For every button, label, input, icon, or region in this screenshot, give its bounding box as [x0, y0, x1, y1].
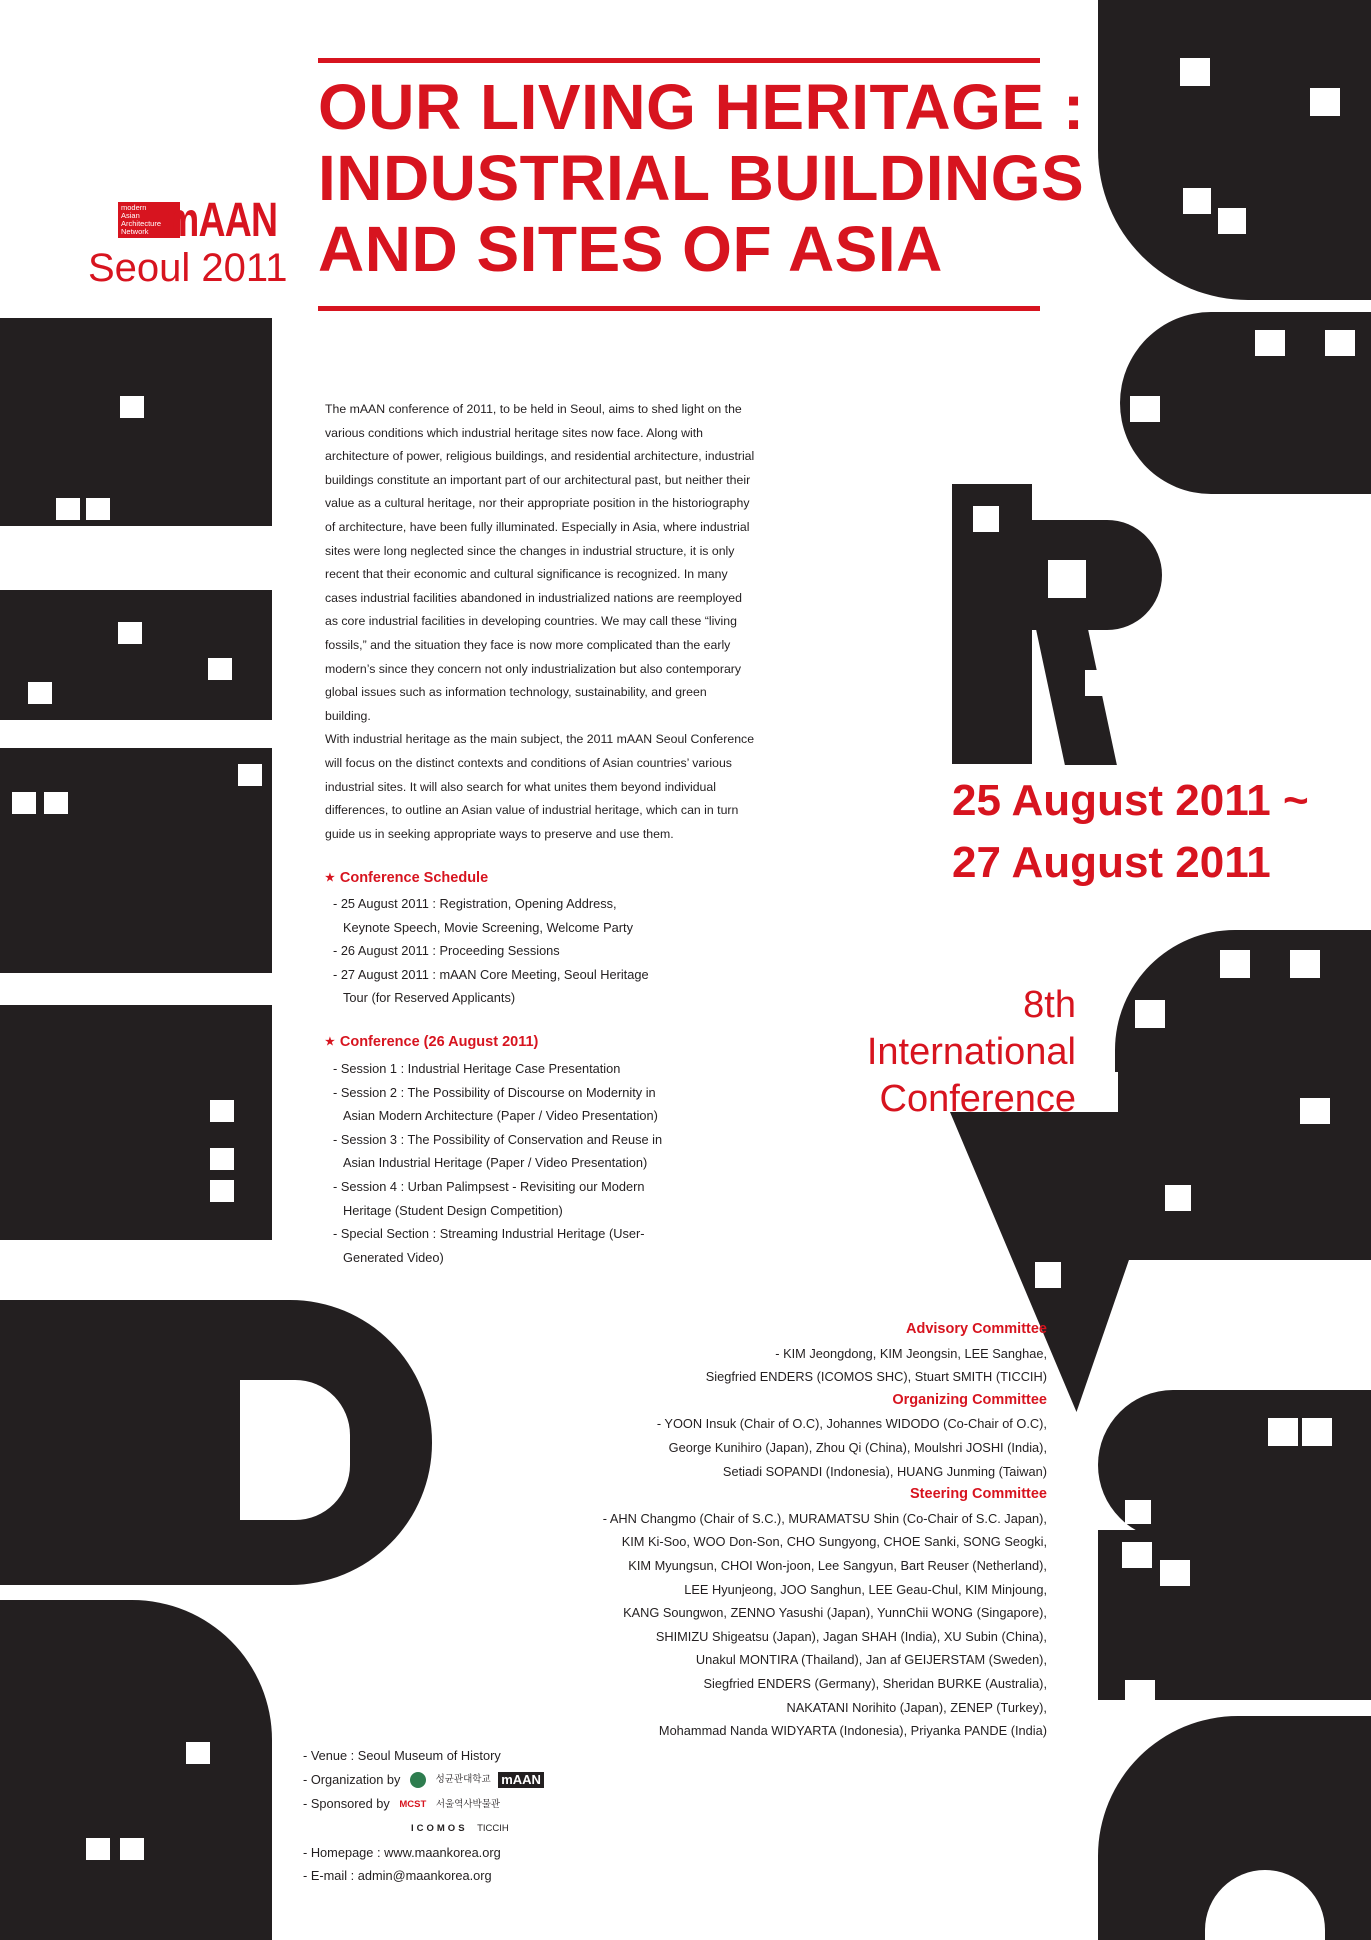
committee-line: LEE Hyunjeong, JOO Sanghun, LEE Geau-Chul, KIM Minjoung, — [684, 1581, 1047, 1597]
intro-paragraph-2: With industrial heritage as the main subject, the 2011 mAAN Seoul Conference will focus on the distinct contexts and conditions of Asian countries’ various industrial sites. It will also search for what unites them beyond individual differences, to outline an Asian value of industrial heritage, which can in turn guide us in seeking appropriate ways to preserve and use them. — [325, 732, 755, 841]
committee-line: NAKATANI Norihito (Japan), ZENEP (Turkey), — [786, 1699, 1047, 1715]
footer-info — [303, 1744, 723, 1888]
star-icon: ★ — [325, 872, 335, 884]
title-line-3: AND SITES OF ASIA — [318, 213, 943, 285]
maan-logo-small-text: modern Asian Architecture Network — [118, 202, 180, 238]
letter-i-left — [0, 1005, 272, 1240]
committee-line: Mohammad Nanda WIDYARTA (Indonesia), Priyanka PANDE (India) — [658, 1723, 1047, 1739]
organizing-title: Organizing Committee — [892, 1391, 1047, 1408]
committee-line: SHIMIZU Shigeatsu (Japan), Jagan SHAH (India), XU Subin (China), — [655, 1628, 1047, 1644]
committee-line: - AHN Changmo (Chair of S.C.), MURAMATSU Shin (Co-Chair of S.C. Japan), — [602, 1510, 1047, 1526]
title-line-2: INDUSTRIAL BUILDINGS — [318, 142, 1085, 214]
letter-i-right — [1118, 1060, 1371, 1260]
list-item: - 27 August 2011 : mAAN Core Meeting, Seoul Heritage Tour (for Reserved Applicants) — [333, 966, 649, 1006]
title-rule-bottom — [318, 306, 1040, 311]
committee-line: George Kunihiro (Japan), Zhou Qi (China), Moulshri JOSHI (India), — [668, 1439, 1047, 1455]
list-item: - Session 1 : Industrial Heritage Case Presentation — [333, 1061, 621, 1076]
list-item: - 25 August 2011 : Registration, Opening Address, Keynote Speech, Movie Screening, Welcome Party — [333, 896, 633, 935]
sponsor-icomos: ICOMOS — [411, 1823, 468, 1835]
edition-label: Seoul 2011 — [88, 246, 288, 290]
maan-mini-logo: mAAN — [498, 1772, 544, 1788]
committee-line: - YOON Insuk (Chair of O.C), Johannes WIDODO (Co-Chair of O.C), — [656, 1416, 1047, 1432]
conference-title: ★ Conference (26 August 2011) — [325, 1034, 539, 1050]
sponsor-seoul-museum: 서울역사박물관 — [435, 1798, 501, 1810]
letter-h — [0, 318, 272, 526]
list-item: - Session 4 : Urban Palimpsest - Revisiting our Modern Heritage (Student Design Competition) — [333, 1178, 645, 1218]
committee-line: KIM Ki-Soo, WOO Don-Son, CHO Sungyong, CHOE Sanki, SONG Seogki, — [621, 1534, 1047, 1550]
advisory-title: Advisory Committee — [905, 1321, 1047, 1337]
date-line-1: 25 August 2011 ~ — [952, 776, 1309, 825]
email-link[interactable]: - E-mail : admin@maankorea.org — [303, 1868, 492, 1884]
date-line-2: 27 August 2011 — [952, 838, 1271, 887]
letter-a — [0, 1300, 432, 1585]
poster-title — [318, 71, 1085, 285]
intro-text — [325, 398, 755, 846]
committee-line: Siegfried ENDERS (Germany), Sheridan BURKE (Australia), — [703, 1675, 1047, 1691]
list-item: - 26 August 2011 : Proceeding Sessions — [333, 943, 560, 959]
university-seal-icon — [410, 1772, 426, 1788]
university-name: 성균관대학교 — [435, 1774, 491, 1786]
committee-line: KANG Soungwon, ZENNO Yasushi (Japan), YunnChii WONG (Singapore), — [623, 1605, 1047, 1621]
list-item: - Session 3 : The Possibility of Conservation and Reuse in Asian Industrial Heritage (Paper / Video Presentation) — [333, 1131, 663, 1171]
committee-line: KIM Myungsun, CHOI Won-joon, Lee Sangyun, Bart Reuser (Netherland), — [628, 1557, 1047, 1573]
schedule-title: ★ Conference Schedule — [325, 870, 489, 886]
letter-g-left — [0, 1600, 272, 1940]
sponsored-row: - Sponsored by MCST 서울역사박물관 — [303, 1792, 723, 1816]
committee-list — [587, 1318, 1047, 1743]
organization-row: - Organization by 성균관대학교 mAAN — [303, 1768, 723, 1792]
conference-dates — [952, 770, 1309, 894]
committee-line: Siegfried ENDERS (ICOMOS SHC), Stuart SMITH (TICCIH) — [705, 1369, 1047, 1385]
title-line-1: OUR LIVING HERITAGE : — [318, 71, 1085, 143]
committee-line: Unakul MONTIRA (Thailand), Jan af GEIJERSTAM (Sweden), — [695, 1652, 1047, 1668]
homepage-link[interactable]: - Homepage : www.maankorea.org — [303, 1844, 501, 1860]
venue: - Venue : Seoul Museum of History — [303, 1748, 501, 1763]
letter-o-top — [1098, 0, 1371, 300]
letter-r-left — [0, 748, 272, 973]
steering-title: Steering Committee — [910, 1486, 1047, 1503]
list-item: - Special Section : Streaming Industrial Heritage (User-Generated Video) — [333, 1226, 645, 1265]
sponsor-ticcih: TICCIH — [477, 1823, 509, 1835]
sponsored-row-2 — [303, 1816, 723, 1840]
committee-line: Setiadi SOPANDI (Indonesia), HUANG Junming (Taiwan) — [722, 1463, 1047, 1479]
star-icon: ★ — [325, 1036, 335, 1048]
international-conference-label: 8th International Conference — [866, 984, 1076, 1120]
conference-list — [333, 1057, 663, 1269]
title-rule-top — [318, 58, 1040, 63]
list-item: - Session 2 : The Possibility of Discourse on Modernity in Asian Modern Architecture (Paper / Video Presentation) — [333, 1084, 658, 1124]
intro-paragraph-1: The mAAN conference of 2011, to be held in Seoul, aims to shed light on the various conditions which industrial heritage sites now face. Along with architecture of power, religious buildings, and residential architecture, industrial buildings constitute an important part of our architectural past, but neither their value as a cultural heritage, nor their appropriate position in the historiography of architecture, have been fully illuminated. Especially in Asia, where industrial sites were long neglected since the changes in industrial structure, it is only recent that their economic and cultural significance is recognized. In many cases industrial facilities abandoned in industrialized nations are reemployed as core industrial facilities in developing countries. We may call these “living fossils,” and the situation they face is now more complicated than the early modern’s since they concern not only industrialization but also contemporary global issues such as information technology, sustainability, and green building. — [325, 402, 755, 723]
committee-line: - KIM Jeongdong, KIM Jeongsin, LEE Sanghae, — [775, 1345, 1047, 1361]
sponsor-mcst: MCST — [399, 1798, 427, 1810]
maan-logo: mAAN — [166, 194, 278, 247]
schedule-list — [333, 892, 663, 1010]
